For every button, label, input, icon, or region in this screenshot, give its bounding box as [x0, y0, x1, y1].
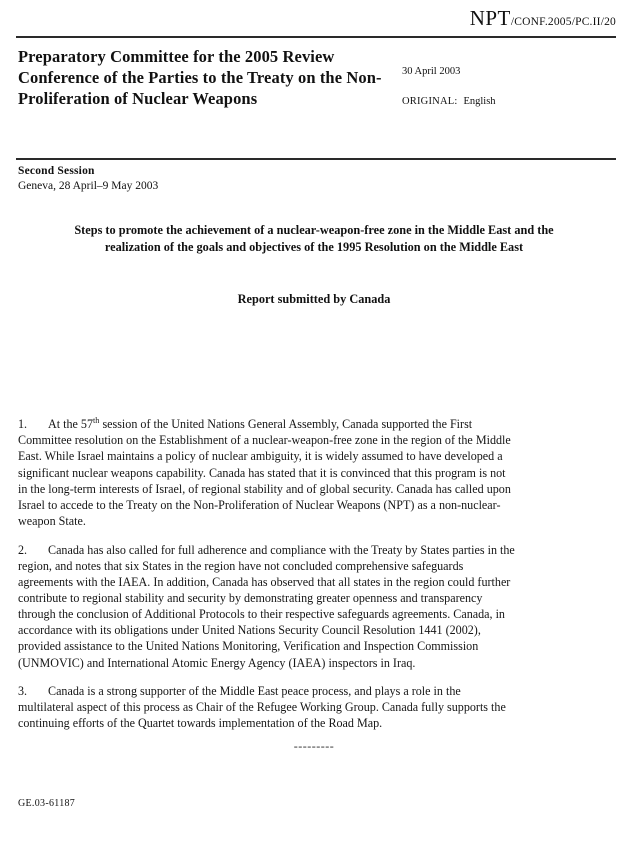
- document-date: 30 April 2003: [402, 66, 461, 77]
- header-divider-top: [16, 36, 616, 38]
- footer-document-code: GE.03-61187: [18, 798, 76, 809]
- paragraph-3-text: Canada is a strong supporter of the Middle East peace process, and plays a role in the multilateral aspect of this process as Chair of the Refugee Working Group. Canada fully supports the continuing efforts of the Quartet towards implementation of the Road Map.: [18, 684, 506, 731]
- paragraph-2: [18, 542, 515, 671]
- paragraph-1-superscript: th: [93, 416, 100, 426]
- document-body: [18, 404, 515, 744]
- document-symbol-suffix: /CONF.2005/PC.II/20: [510, 16, 616, 28]
- document-symbol-prefix: NPT: [469, 6, 511, 30]
- paragraph-1: [18, 416, 515, 529]
- paragraph-1-number: 1.: [18, 417, 28, 432]
- paragraph-1-text-after: session of the United Nations General Assembly, Canada supported the First Committee resolution on the Establishment of a nuclear-weapon-free zone in the region of the Middle East. While Israel maintains a policy of nuclear ambiguity, it is widely assumed to have developed a significant nuclear weapons capability. Canada has stated that it is convinced that this program is not in the long-term interests of Israel, of regional stability and of global security. Canada has called upon Israel to accede to the Treaty on the Non-Proliferation of Nuclear Weapons (NPT) as a non-nuclear-weapon State.: [18, 417, 511, 528]
- original-language-label: ORIGINAL:: [402, 95, 458, 107]
- submitted-by-heading: Report submitted by Canada: [237, 292, 391, 306]
- document-symbol: [470, 6, 616, 31]
- session-block: [18, 164, 158, 195]
- session-divider: [16, 158, 616, 160]
- paragraph-1-text-before: At the 57: [48, 417, 94, 432]
- paragraph-2-text: Canada has also called for full adherence and compliance with the Treaty by States parties in the region, and notes that six States in the region have not concluded comprehensive safeguards agreements with the IAEA. In addition, Canada has observed that all states in the region could further contribute to regional stability and security by demonstrating greater openness and transparency through the conclusion of Additional Protocols to their respective safeguards agreements. Canada, in accordance with its obligations under United Nations Security Council Resolution 1441 (2002), provided assistance to the United Nations Monitoring, Verification and Inspection Commission (UNMOVIC) and International Atomic Energy Agency (IAEA) inspectors in Iraq.: [18, 542, 515, 670]
- paragraph-3-number: 3.: [18, 684, 28, 699]
- original-language: [402, 96, 496, 109]
- subject-heading: Steps to promote the achievement of a nuclear-weapon-free zone in the Middle East and the realization of the goals and objectives of the 1995 Resolution on the Middle East: [74, 223, 554, 255]
- session-place-dates: Geneva, 28 April–9 May 2003: [18, 180, 159, 193]
- section-separator: ---------: [293, 739, 335, 753]
- document-meta: [402, 46, 496, 108]
- page-title: Preparatory Committee for the 2005 Review Conference of the Parties to the Treaty on the Non-Proliferation of Nuclear Weapons: [18, 47, 382, 109]
- original-language-value: English: [463, 95, 496, 107]
- session-name: Second Session: [18, 165, 95, 177]
- paragraph-3: [18, 683, 515, 731]
- paragraph-2-number: 2.: [18, 542, 28, 557]
- title-band: [18, 46, 616, 109]
